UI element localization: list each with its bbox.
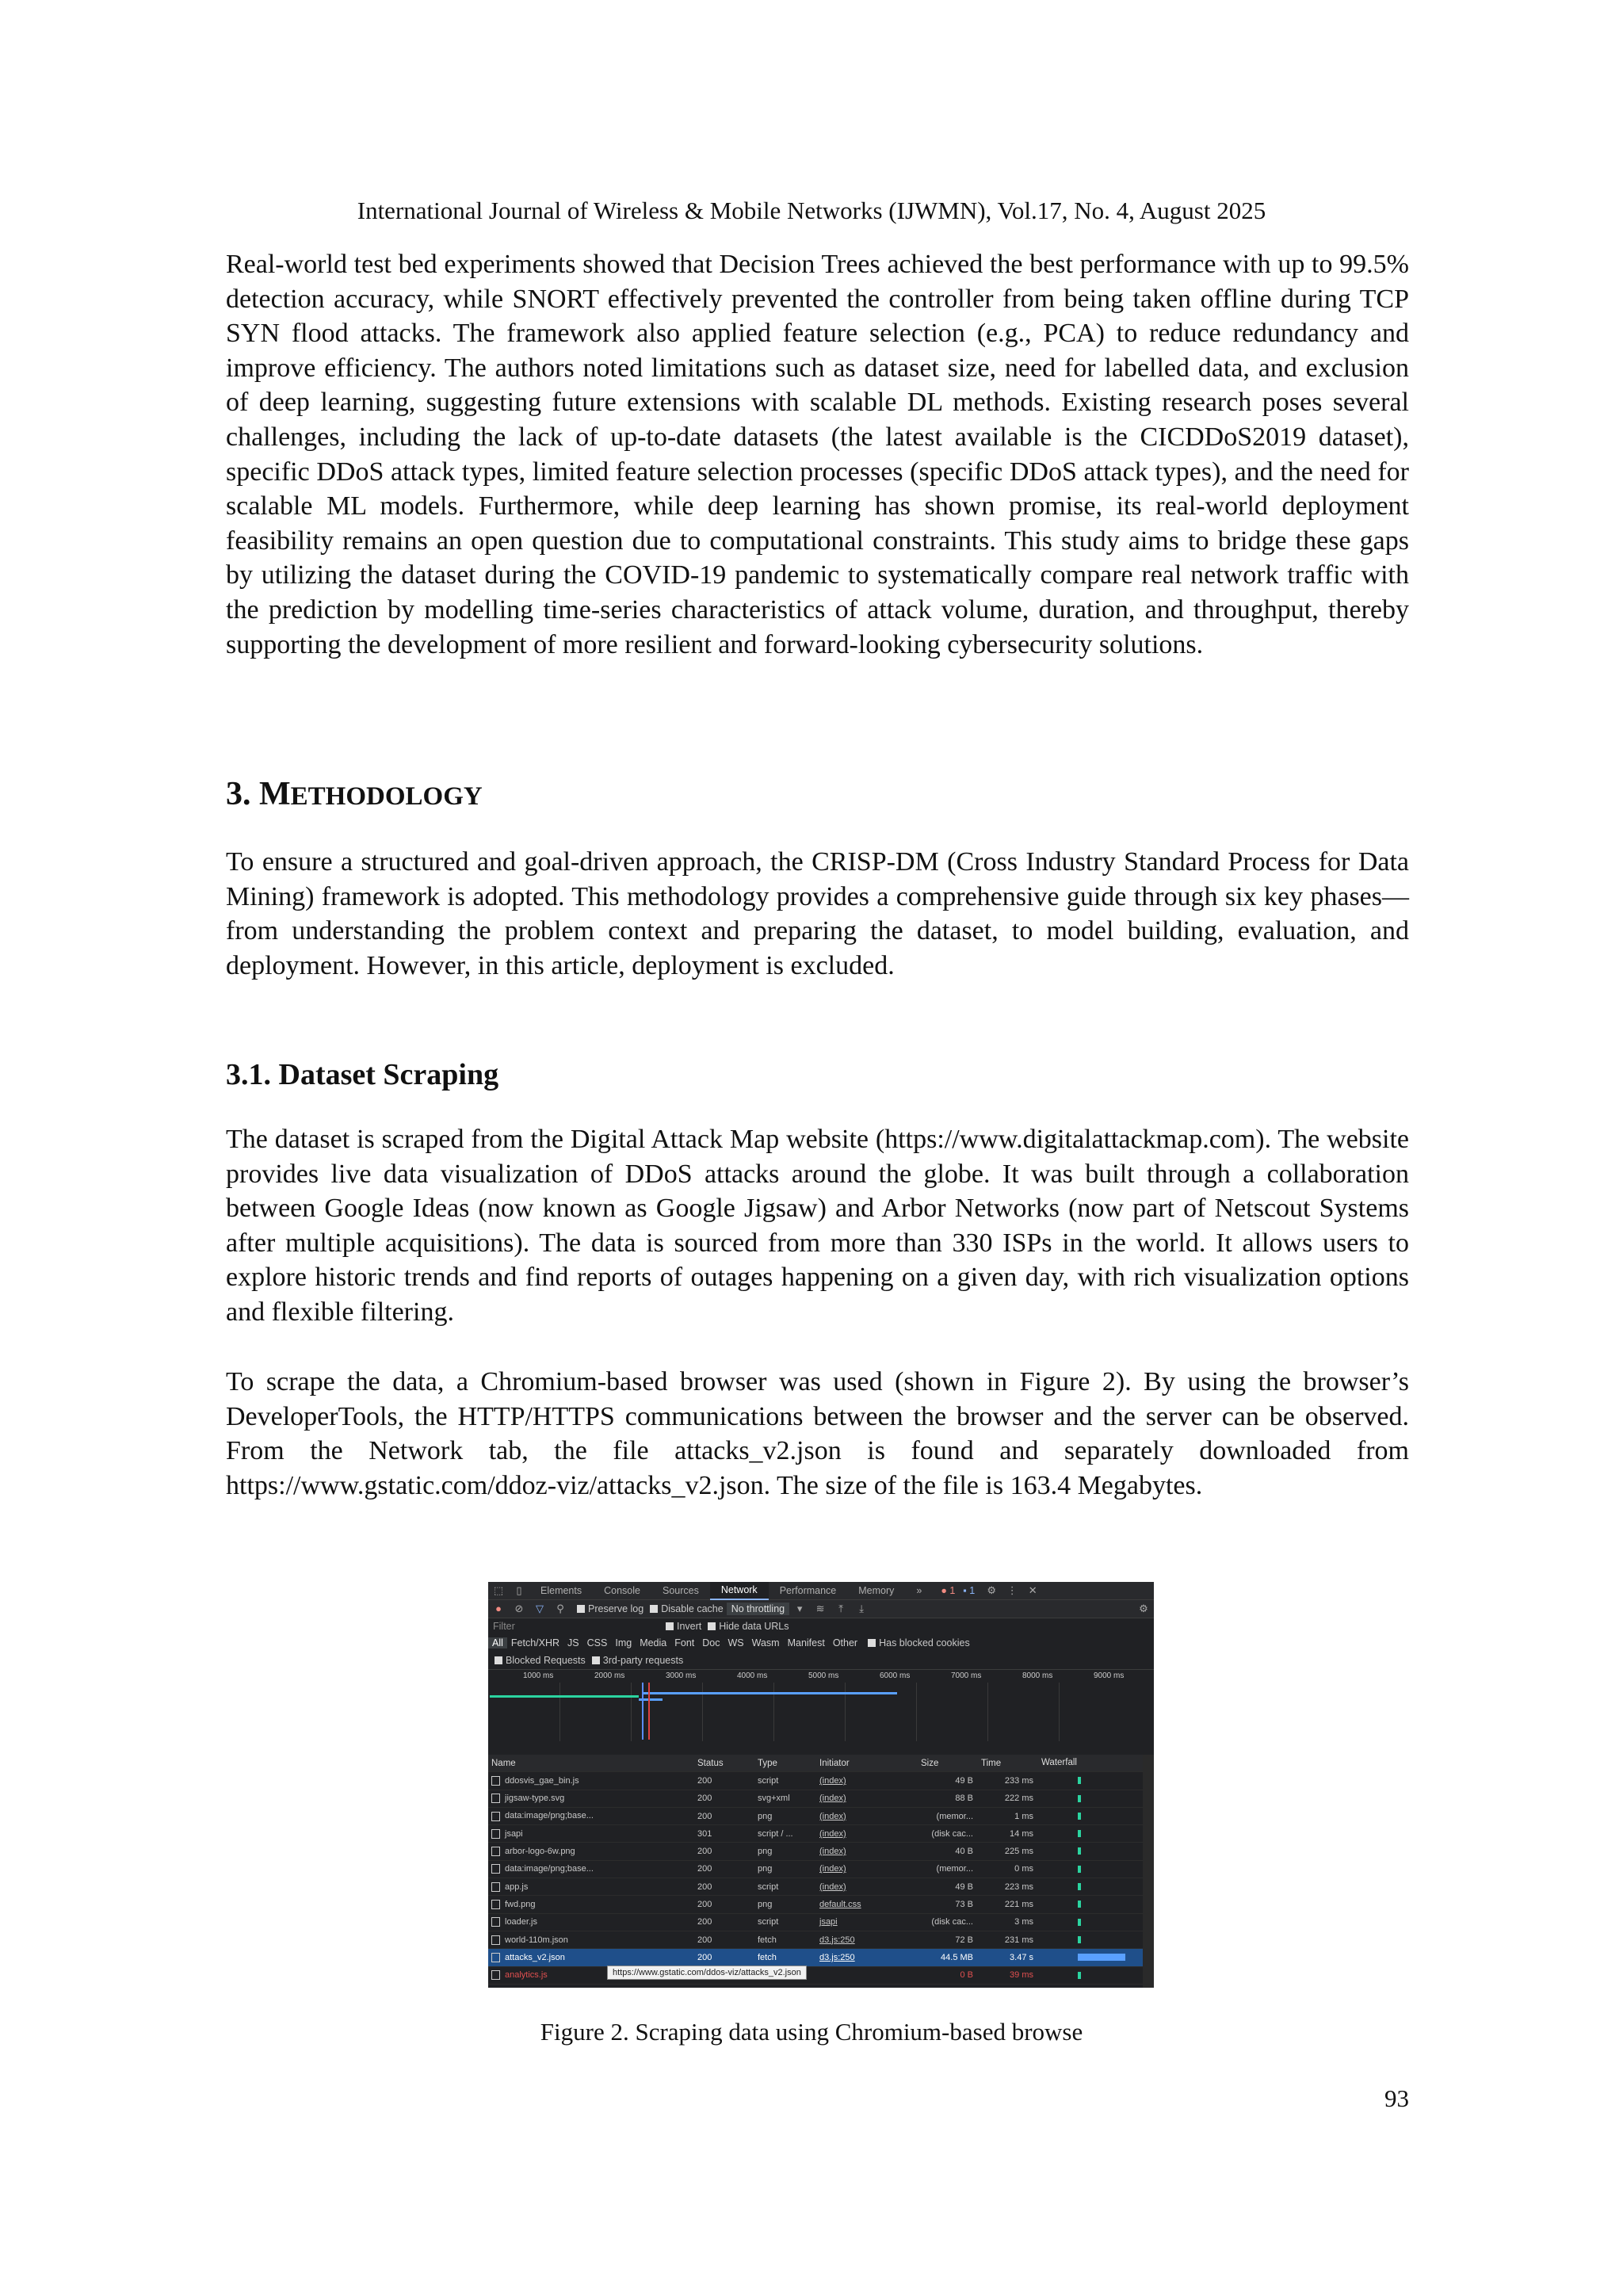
file-icon xyxy=(491,1935,500,1945)
paragraph-methodology: To ensure a structured and goal-driven approach, the CRISP-DM (Cross Industry Standard Process for Data Mining) framework is adopted. This methodology provides a comprehensive guide through six key phases—from understanding the problem context and preparing the dataset, to model building, evaluation, and deployment. However, in this article, deployment is excluded. xyxy=(226,847,1409,980)
devtools-tab-bar xyxy=(488,1582,1154,1600)
table-row[interactable] xyxy=(488,1825,1143,1843)
cell-type: script / ... xyxy=(758,1828,793,1839)
cell-waterfall xyxy=(1038,1878,1143,1895)
file-icon xyxy=(491,1953,500,1962)
network-overview-timeline[interactable] xyxy=(488,1669,1154,1741)
cell-name xyxy=(488,1953,694,1962)
file-icon xyxy=(491,1847,500,1856)
cell-time: 231 ms xyxy=(1004,1935,1033,1945)
cell-initiator: (index) xyxy=(819,1847,846,1857)
request-name: arbor-logo-6w.png xyxy=(505,1847,575,1857)
timeline-tick: 3000 ms xyxy=(666,1671,697,1680)
table-row[interactable] xyxy=(488,1843,1143,1860)
type-filter-manifest[interactable]: Manifest xyxy=(787,1637,825,1648)
timeline-tick: 2000 ms xyxy=(594,1671,625,1680)
cell-type: png xyxy=(758,1811,773,1821)
timeline-bar xyxy=(643,1692,897,1694)
type-filter-fetch-xhr[interactable]: Fetch/XHR xyxy=(510,1637,560,1648)
cell-size: 44.5 MB xyxy=(941,1952,973,1962)
filter-icon[interactable]: ▽ xyxy=(536,1603,544,1614)
cell-status: 200 xyxy=(697,1794,712,1804)
cell-type: fetch xyxy=(758,1935,777,1945)
request-name: jsapi xyxy=(505,1828,523,1839)
cell-waterfall xyxy=(1038,1825,1143,1842)
cell-initiator: (index) xyxy=(819,1794,846,1804)
waterfall-bar xyxy=(1078,1795,1081,1802)
file-icon xyxy=(491,1917,500,1927)
cell-time: 39 ms xyxy=(1010,1970,1033,1981)
section-title: 3. METHODOLOGY xyxy=(226,776,483,812)
cell-size: 40 B xyxy=(955,1847,973,1857)
cell-status: 200 xyxy=(697,1917,712,1927)
cell-size: 88 B xyxy=(955,1794,973,1804)
column-name[interactable]: Name xyxy=(491,1758,516,1768)
cell-name xyxy=(488,1935,694,1945)
cell-status: 200 xyxy=(697,1847,712,1857)
timeline-bar xyxy=(490,1695,639,1698)
cell-initiator: d3.js:250 xyxy=(819,1935,855,1945)
cell-type: png xyxy=(758,1864,773,1874)
hide-data-urls-label: Hide data URLs xyxy=(719,1621,789,1632)
cell-size: 73 B xyxy=(955,1900,973,1910)
request-name: app.js xyxy=(505,1881,529,1892)
cell-waterfall xyxy=(1038,1949,1143,1966)
cell-status: 301 xyxy=(697,1828,712,1839)
cell-waterfall xyxy=(1038,1914,1143,1931)
waterfall-bar xyxy=(1078,1883,1081,1890)
cell-waterfall xyxy=(1038,1861,1143,1878)
cell-status: 200 xyxy=(697,1864,712,1874)
waterfall-bar xyxy=(1078,1919,1081,1926)
cell-initiator: (index) xyxy=(819,1828,846,1839)
cell-time: 221 ms xyxy=(1004,1900,1033,1910)
hide-data-urls-checkbox[interactable] xyxy=(708,1622,716,1630)
file-icon xyxy=(491,1900,500,1909)
close-icon[interactable]: ✕ xyxy=(1028,1584,1037,1596)
type-filter-media[interactable]: Media xyxy=(640,1637,667,1648)
page-number: 93 xyxy=(1384,2084,1409,2112)
request-name: attacks_v2.json xyxy=(505,1952,565,1962)
cell-name xyxy=(488,1900,694,1909)
invert-label: Invert xyxy=(677,1621,702,1632)
third-party-checkbox[interactable] xyxy=(592,1656,600,1664)
timeline-tick: 9000 ms xyxy=(1094,1671,1125,1680)
cell-type: png xyxy=(758,1847,773,1857)
record-icon[interactable]: ● xyxy=(495,1603,502,1614)
table-row[interactable] xyxy=(488,1772,1143,1790)
table-row[interactable] xyxy=(488,1914,1143,1931)
cell-initiator: (index) xyxy=(819,1811,846,1821)
paragraph-related-work: Real-world test bed experiments showed that Decision Trees achieved the best performance with up to 99.5% detection accuracy, while SNORT effectively prevented the controller from being taken offline during TCP SYN flood attacks. The framework also applied feature selection (e.g., PCA) to reduce redundancy and improve efficiency. The authors noted limitations such as dataset size, need for labelled data, and exclusion of deep learning, suggesting future extensions with scalable DL methods. Existing research poses several challenges, including the lack of up-to-date datasets (the latest available is the CICDDoS2019 dataset), specific DDoS attack types, limited feature selection processes (specific DDoS attack types), and the need for scalable ML models. Furthermore, while deep learning has shown promise, its real-world deployment feasibility remains an open question due to computational constraints. This study aims to bridge these gaps by utilizing the dataset during the COVID-19 pandemic to systematically compare real network traffic with the prediction by modelling time-series characteristics of attack volume, duration, and throughput, thereby supporting the development of more resilient and forward-looking cybersecurity solutions. xyxy=(226,250,1409,659)
blocked-requests-checkbox[interactable] xyxy=(495,1656,502,1664)
cell-name xyxy=(488,1864,694,1874)
cell-type: script xyxy=(758,1775,779,1786)
subsection-title: 3.1. Dataset Scraping xyxy=(226,1058,499,1091)
cell-size: (disk cac... xyxy=(931,1917,973,1927)
type-filter-wasm[interactable]: Wasm xyxy=(751,1637,780,1648)
column-status[interactable]: Status xyxy=(697,1758,724,1768)
cell-status: 200 xyxy=(697,1811,712,1821)
cell-waterfall xyxy=(1038,1931,1143,1948)
cell-time: 3.47 s xyxy=(1010,1952,1033,1962)
cell-name xyxy=(488,1811,694,1820)
cell-size: 49 B xyxy=(955,1881,973,1892)
figure-caption: Figure 2. Scraping data using Chromium-based browse xyxy=(540,2018,1083,2046)
body-column-top xyxy=(226,247,1409,662)
waterfall-bar xyxy=(1078,1813,1081,1820)
blocked-requests-row xyxy=(488,1652,1154,1669)
gear-icon[interactable]: ⚙ xyxy=(987,1584,997,1596)
cell-time: 1 ms xyxy=(1014,1811,1033,1821)
waterfall-bar xyxy=(1078,1847,1081,1855)
blocked-requests-label: Blocked Requests xyxy=(506,1655,586,1666)
table-row[interactable] xyxy=(488,1861,1143,1878)
column-size[interactable]: Size xyxy=(921,1758,939,1768)
request-name: jigsaw-type.svg xyxy=(505,1794,565,1804)
table-row[interactable] xyxy=(488,1931,1143,1949)
cell-waterfall xyxy=(1038,1843,1143,1859)
file-icon xyxy=(491,1970,500,1980)
table-row[interactable] xyxy=(488,1949,1143,1966)
cell-name xyxy=(488,1847,694,1856)
tab-performance[interactable]: Performance xyxy=(779,1585,837,1596)
type-filter-js[interactable]: JS xyxy=(567,1637,579,1648)
cell-time: 3 ms xyxy=(1014,1917,1033,1927)
cell-type: png xyxy=(758,1900,773,1910)
cell-type: script xyxy=(758,1917,779,1927)
cell-initiator: (index) xyxy=(819,1775,846,1786)
cell-waterfall xyxy=(1038,1772,1143,1789)
type-filter-bar xyxy=(488,1634,1154,1652)
column-initiator[interactable]: Initiator xyxy=(819,1758,850,1768)
requests-table xyxy=(488,1755,1143,1985)
device-toolbar-icon[interactable]: ▯ xyxy=(516,1584,522,1596)
cell-name xyxy=(488,1776,694,1786)
cell-size: (memor... xyxy=(936,1864,973,1874)
wifi-icon[interactable]: ≋ xyxy=(815,1603,825,1614)
tab-network[interactable]: Network xyxy=(710,1582,769,1600)
inspect-icon[interactable]: ⬚ xyxy=(493,1584,504,1596)
cell-initiator: (index) xyxy=(819,1881,846,1892)
preserve-log-label: Preserve log xyxy=(588,1603,644,1614)
type-filter-img[interactable]: Img xyxy=(615,1637,632,1648)
network-settings-icon[interactable]: ⚙ xyxy=(1139,1603,1148,1614)
cell-size: 0 B xyxy=(960,1970,973,1981)
cell-waterfall xyxy=(1038,1896,1143,1912)
cell-time: 225 ms xyxy=(1004,1847,1033,1857)
export-icon[interactable]: ⤓ xyxy=(859,1603,864,1614)
file-icon xyxy=(491,1776,500,1786)
file-icon xyxy=(491,1829,500,1839)
timeline-tick: 7000 ms xyxy=(951,1671,982,1680)
file-icon xyxy=(491,1812,500,1821)
waterfall-bar xyxy=(1078,1866,1081,1873)
cell-initiator: (index) xyxy=(819,1864,846,1874)
cell-initiator: default.css xyxy=(819,1900,861,1910)
timeline-tick: 1000 ms xyxy=(523,1671,554,1680)
type-filter-other[interactable]: Other xyxy=(832,1637,858,1648)
import-icon[interactable]: ⤒ xyxy=(838,1603,843,1614)
cell-initiator: jsapi xyxy=(819,1917,838,1927)
cell-time: 222 ms xyxy=(1004,1794,1033,1804)
error-badge[interactable]: ● 1 xyxy=(941,1585,956,1596)
url-tooltip: https://www.gstatic.com/ddos-viz/attacks_v2.json xyxy=(607,1966,807,1980)
blocked-cookies-checkbox[interactable] xyxy=(868,1639,876,1647)
waterfall-bar xyxy=(1078,1936,1081,1943)
column-time[interactable]: Time xyxy=(981,1758,1002,1768)
dom-content-loaded-marker xyxy=(642,1683,643,1740)
waterfall-bar xyxy=(1078,1777,1081,1784)
request-name: loader.js xyxy=(505,1917,537,1927)
cell-size: 72 B xyxy=(955,1935,973,1945)
timeline-tick: 6000 ms xyxy=(880,1671,911,1680)
cell-time: 0 ms xyxy=(1014,1864,1033,1874)
request-name: ddosvis_gae_bin.js xyxy=(505,1775,579,1786)
throttling-select[interactable]: No throttling xyxy=(727,1603,789,1615)
cell-name xyxy=(488,1882,694,1892)
type-filter-doc[interactable]: Doc xyxy=(702,1637,720,1648)
invert-checkbox[interactable] xyxy=(666,1622,674,1630)
column-waterfall[interactable]: Waterfall xyxy=(1041,1758,1077,1767)
timeline-tick: 4000 ms xyxy=(737,1671,768,1680)
search-icon[interactable]: ⚲ xyxy=(556,1603,564,1614)
table-row[interactable] xyxy=(488,1878,1143,1896)
cell-status: 200 xyxy=(697,1775,712,1786)
more-tabs-button[interactable]: » xyxy=(916,1585,922,1596)
waterfall-bar xyxy=(1078,1972,1081,1979)
table-header xyxy=(488,1755,1143,1772)
timeline-tick: 5000 ms xyxy=(808,1671,839,1680)
cell-initiator: d3.js:250 xyxy=(819,1952,855,1962)
message-badge[interactable]: ▪ 1 xyxy=(963,1585,976,1596)
cell-status: 200 xyxy=(697,1900,712,1910)
file-icon xyxy=(491,1882,500,1892)
cell-type: script xyxy=(758,1881,779,1892)
file-icon xyxy=(491,1864,500,1874)
request-name: data:image/png;base... xyxy=(505,1811,594,1821)
cell-name xyxy=(488,1794,694,1803)
preserve-log-checkbox[interactable] xyxy=(577,1605,585,1613)
file-icon xyxy=(491,1794,500,1803)
disable-cache-checkbox[interactable] xyxy=(650,1605,658,1613)
cell-type: fetch xyxy=(758,1952,777,1962)
section-heading-methodology xyxy=(226,775,1409,813)
cell-size: 49 B xyxy=(955,1775,973,1786)
tab-sources[interactable]: Sources xyxy=(662,1585,699,1596)
filter-row xyxy=(488,1618,1154,1634)
clear-icon[interactable]: ⊘ xyxy=(514,1603,524,1614)
cell-size: (disk cac... xyxy=(931,1828,973,1839)
table-scrollbar[interactable] xyxy=(1143,1755,1154,1988)
cell-size: (memor... xyxy=(936,1811,973,1821)
cell-waterfall xyxy=(1038,1790,1143,1807)
column-type[interactable]: Type xyxy=(758,1758,777,1768)
blocked-cookies-label: Has blocked cookies xyxy=(879,1637,970,1648)
paragraph-dataset: The dataset is scraped from the Digital Attack Map website (https://www.digitalattackmap.com). The website provides live data visualization of DDoS attacks around the globe. It was built through a collaboration between Google Ideas (now known as Google Jigsaw) and Arbor Networks (now part of Netscout Systems after multiple acquisitions). The data is sourced from more than 330 ISPs in the world. It allows users to explore historic trends and find reports of outages happening on a given day, with rich visualization options and flexible filtering. xyxy=(226,1125,1409,1327)
type-filter-css[interactable]: CSS xyxy=(586,1637,608,1648)
kebab-menu-icon[interactable]: ⋮ xyxy=(1006,1584,1018,1596)
cell-name xyxy=(488,1829,694,1839)
request-name: fwd.png xyxy=(505,1899,536,1909)
paragraph-scraping: To scrape the data, a Chromium-based browser was used (shown in Figure 2). By using the browser’s DeveloperTools, the HTTP/HTTPS communications between the browser and the server can be observed. From the Network tab, the file attacks_v2.json is found and separately downloaded from https://www.gstatic.com/ddoz-viz/attacks_v2.json. The size of the file is 163.4 Megabytes. xyxy=(226,1367,1409,1500)
cell-time: 223 ms xyxy=(1004,1881,1033,1892)
cell-time: 233 ms xyxy=(1004,1775,1033,1786)
tab-memory[interactable]: Memory xyxy=(858,1585,895,1596)
journal-header: International Journal of Wireless & Mobile Networks (IJWMN), Vol.17, No. 4, August 2025 xyxy=(357,197,1266,224)
request-name: data:image/png;base... xyxy=(505,1864,594,1874)
network-toolbar xyxy=(488,1600,1154,1618)
type-filter-ws[interactable]: WS xyxy=(727,1637,744,1648)
tab-elements[interactable]: Elements xyxy=(540,1585,582,1596)
table-row[interactable] xyxy=(488,1808,1143,1825)
cell-type: svg+xml xyxy=(758,1794,790,1804)
third-party-label: 3rd-party requests xyxy=(602,1655,684,1666)
devtools-screenshot xyxy=(488,1582,1154,1988)
chevron-down-icon[interactable]: ▾ xyxy=(796,1603,803,1614)
load-event-marker xyxy=(648,1683,650,1740)
request-name: analytics.js xyxy=(505,1970,548,1981)
waterfall-bar xyxy=(1078,1830,1081,1837)
waterfall-bar xyxy=(1078,1954,1125,1961)
cell-name xyxy=(488,1917,694,1927)
waterfall-bar xyxy=(1078,1901,1081,1908)
cell-status: 200 xyxy=(697,1881,712,1892)
cell-status: 200 xyxy=(697,1935,712,1945)
cell-time: 14 ms xyxy=(1010,1828,1033,1839)
request-name: world-110m.json xyxy=(505,1935,568,1945)
timeline-tick: 8000 ms xyxy=(1022,1671,1053,1680)
filter-input[interactable]: Filter xyxy=(493,1621,515,1632)
table-row[interactable] xyxy=(488,1967,1143,1985)
type-filter-font[interactable]: Font xyxy=(674,1637,695,1648)
type-filter-all[interactable]: All xyxy=(488,1637,507,1648)
table-row[interactable] xyxy=(488,1896,1143,1913)
cell-waterfall xyxy=(1038,1967,1143,1984)
disable-cache-label: Disable cache xyxy=(661,1603,724,1614)
cell-status: 200 xyxy=(697,1952,712,1962)
table-row[interactable] xyxy=(488,1790,1143,1808)
cell-waterfall xyxy=(1038,1808,1143,1824)
tab-console[interactable]: Console xyxy=(604,1585,640,1596)
